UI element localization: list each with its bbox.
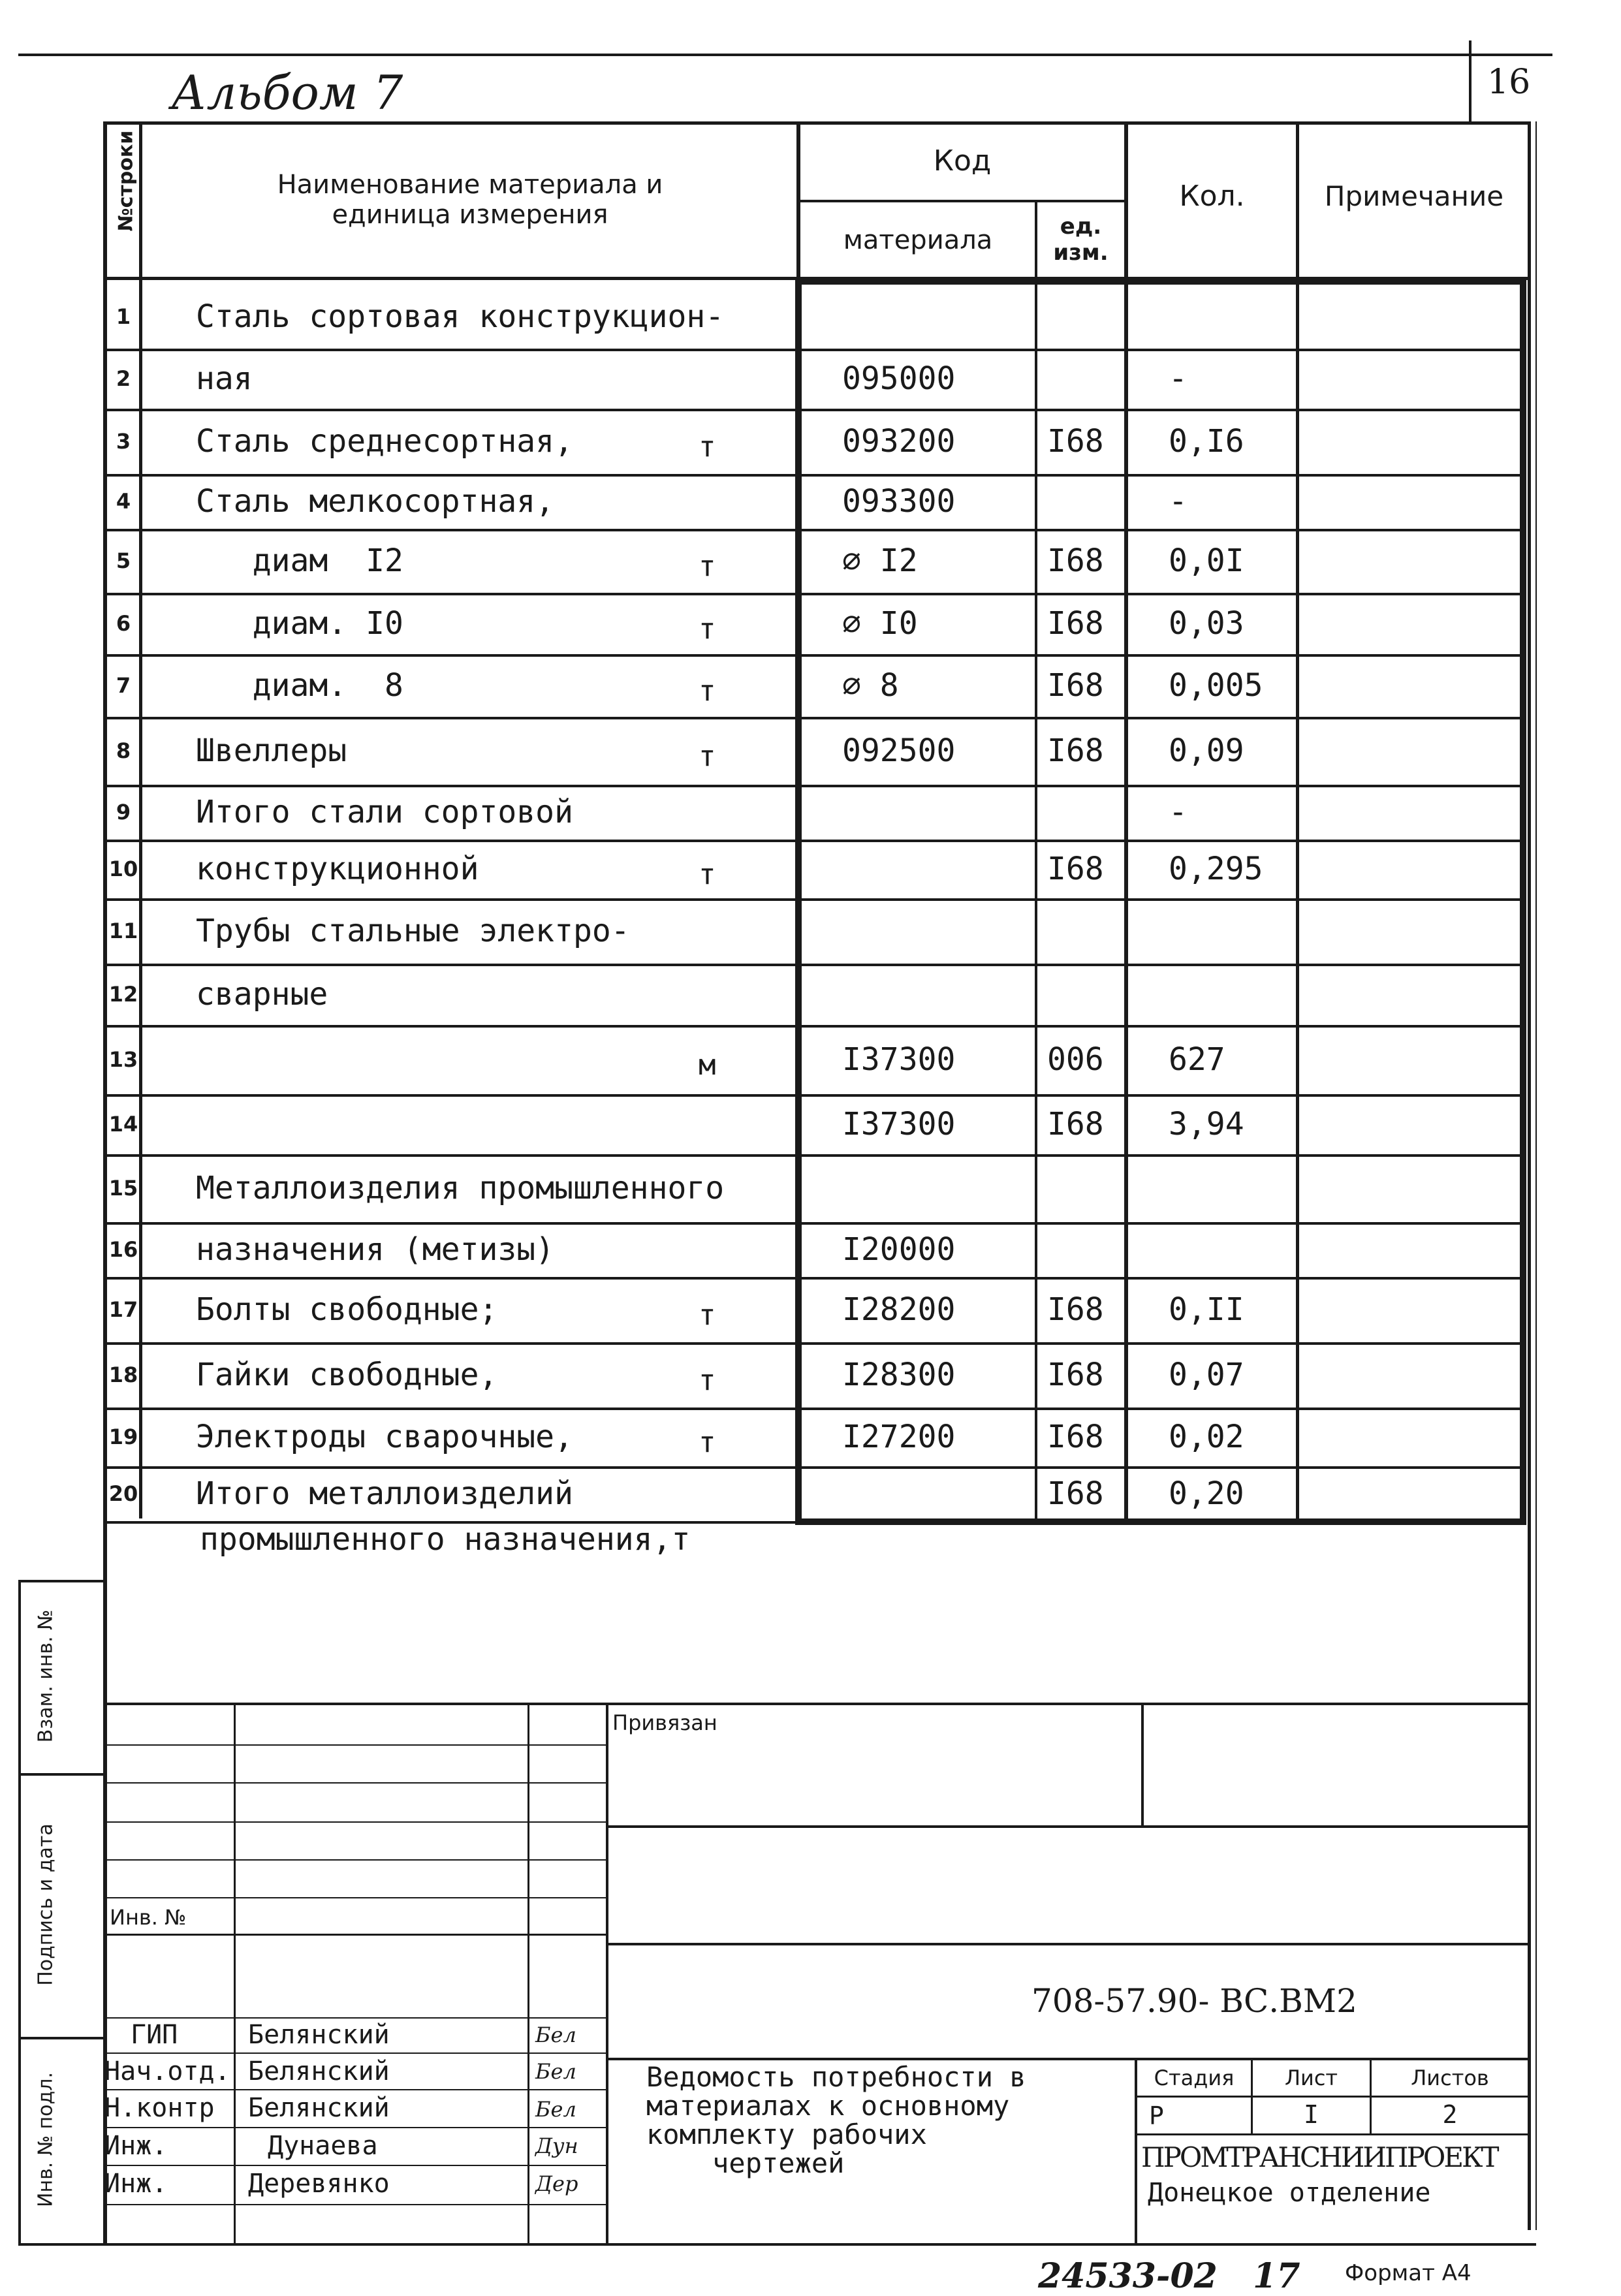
row-material-code: I37300 [842, 1041, 956, 1078]
row-material-name: сварные [196, 976, 328, 1013]
row-material-code [842, 785, 1031, 840]
row-material-name: Итого стали сортовой [196, 794, 573, 830]
row-material-name [196, 1094, 783, 1154]
staff-name-1: Белянский [248, 2020, 390, 2050]
row-unit [699, 1227, 738, 1282]
inv-no-label: Инв. № [110, 1905, 187, 1930]
row-quantity [1169, 1222, 1293, 1277]
document-title [646, 2063, 1026, 2178]
row-quantity [1169, 285, 1293, 349]
row-material-name: Электроды сварочные, [196, 1419, 573, 1455]
row-material-name: диам. I0 [196, 605, 403, 642]
side-label-inv-podl: Инв. № подл. [34, 2072, 57, 2207]
row-unit [699, 790, 738, 845]
header-name: Наименование материала и единица измерения [277, 170, 663, 230]
header-material-code: материала [843, 225, 993, 255]
row-material-code [842, 285, 1031, 349]
sheets-label: Листов [1411, 2066, 1489, 2090]
row-number: 7 [116, 673, 131, 698]
row-number: 5 [116, 548, 131, 573]
staff-role-4: Инж. [104, 2131, 168, 2161]
row-material-code: I27200 [842, 1419, 956, 1455]
row-material-name: Швеллеры [196, 732, 347, 769]
row-unit-code [1047, 964, 1125, 1025]
row-unit [699, 354, 738, 414]
row-unit: т [699, 549, 716, 583]
staff-signature-4: Дун [535, 2133, 578, 2158]
row-unit: т [699, 1363, 716, 1397]
album-label: Альбом 7 [171, 65, 403, 120]
title-line-1: Ведомость потребности в [646, 2061, 1026, 2093]
row-unit: т [699, 739, 716, 773]
staff-role-1: ГИП [131, 2020, 178, 2050]
row-number: 12 [108, 982, 138, 1007]
organization-branch: Донецкое отделение [1148, 2178, 1431, 2208]
row-number: 8 [116, 738, 131, 763]
row-number: 9 [116, 800, 131, 825]
row-unit [699, 1471, 738, 1526]
row-material-code: I28300 [842, 1357, 956, 1393]
row-unit: т [699, 674, 716, 708]
staff-signature-3: Бел [535, 2097, 576, 2122]
stage-value: Р [1149, 2101, 1164, 2130]
row-number: 18 [108, 1362, 138, 1387]
row-quantity: 0,I6 [1169, 423, 1244, 460]
row-unit-code [1047, 474, 1125, 529]
footer-number: 24533-02 17 [1038, 2256, 1300, 2296]
title-line-3: комплекту рабочих [646, 2118, 927, 2150]
row-material-name: диам. 8 [196, 667, 403, 704]
title-line-4: чертежей [646, 2147, 845, 2179]
row-material-name: назначения (метизы) [196, 1231, 555, 1268]
row-material-code: 092500 [842, 732, 956, 769]
row-number: 11 [108, 919, 138, 943]
row-material-name: Сталь мелкосортная, [196, 483, 555, 520]
row-unit-code: I68 [1047, 543, 1104, 579]
row-number: 15 [108, 1176, 138, 1201]
row-material-code: ⌀ 8 [842, 667, 899, 704]
header-code: Код [933, 144, 992, 178]
header-unit-code: ед. изм. [1053, 213, 1109, 266]
row-unit [699, 1099, 738, 1159]
row-number: 1 [116, 304, 131, 329]
row-material-code: ⌀ I2 [842, 543, 918, 579]
row-quantity: 0,005 [1169, 667, 1263, 704]
staff-signature-1: Бел [535, 2022, 576, 2047]
privyazan-label: Привязан [612, 1710, 717, 1735]
row-quantity: - [1169, 360, 1188, 397]
row-material-code [842, 1466, 1031, 1521]
row-number: 14 [108, 1112, 138, 1137]
row-unit [699, 479, 738, 534]
row-unit-code [1047, 349, 1125, 409]
row-unit-code: I68 [1047, 851, 1104, 887]
row-number: 6 [116, 611, 131, 636]
row-unit-code: I68 [1047, 605, 1104, 642]
row-quantity: - [1169, 794, 1188, 830]
title-line-2: материалах к основному [646, 2090, 1010, 2122]
row-quantity: 0,02 [1169, 1419, 1244, 1455]
row-quantity: - [1169, 483, 1188, 520]
row-material-code: I28200 [842, 1291, 956, 1328]
row-unit-code: I68 [1047, 667, 1104, 704]
header-row-no: №строки [114, 130, 138, 232]
row-material-name: Сталь сортовая конструкцион- [196, 298, 725, 335]
row-unit: т [699, 612, 716, 646]
header-qty: Кол. [1179, 179, 1245, 213]
side-label-podpis: Подпись и дата [34, 1823, 57, 1986]
staff-name-5: Деревянко [248, 2169, 390, 2199]
row-unit-code [1047, 285, 1125, 349]
row-unit [699, 1159, 738, 1227]
row-unit-code: I68 [1047, 1419, 1104, 1455]
row-material-name: Сталь среднесортная, [196, 423, 573, 460]
row-material-code: 095000 [842, 360, 956, 397]
row-material-code: 093200 [842, 423, 956, 460]
row-material-name: ная [196, 360, 253, 397]
row-number: 10 [108, 857, 138, 881]
staff-role-5: Инж. [104, 2169, 168, 2199]
staff-signature-5: Дер [535, 2171, 578, 2196]
row-material-code [842, 898, 1031, 964]
row-unit: м [699, 1048, 716, 1082]
row-material-name [196, 1025, 783, 1094]
staff-role-3: Н.контр [104, 2093, 215, 2123]
row-number: 20 [108, 1481, 138, 1506]
staff-name-4: Дунаева [268, 2131, 378, 2161]
row-unit-code [1047, 785, 1125, 840]
row-unit-code: I68 [1047, 1475, 1104, 1512]
row-unit-code: I68 [1047, 1106, 1104, 1142]
document-code: 708-57.90- ВС.ВМ2 [1031, 1982, 1357, 2020]
page-number: 16 [1487, 63, 1531, 102]
row-quantity: 0,0I [1169, 543, 1244, 579]
side-label-vzam: Взам. инв. № [34, 1609, 57, 1743]
row-unit-code [1047, 898, 1125, 964]
row-number: 17 [108, 1297, 138, 1322]
row-quantity: 0,II [1169, 1291, 1244, 1328]
row-unit: т [699, 1425, 716, 1459]
row-unit: т [699, 1298, 716, 1332]
row-material-code: 093300 [842, 483, 956, 520]
row-unit [699, 290, 738, 354]
header-note: Примечание [1324, 180, 1504, 212]
staff-name-2: Белянский [248, 2056, 390, 2086]
row-number: 2 [116, 366, 131, 391]
row-number: 13 [108, 1047, 138, 1072]
row-unit: т [699, 430, 716, 464]
row-unit: т [699, 857, 716, 891]
organization-name: ПРОМТРАНСНИИПРОЕКТ [1141, 2141, 1498, 2173]
row-unit-code [1047, 1154, 1125, 1222]
row-quantity: 3,94 [1169, 1106, 1244, 1142]
row-unit-code: 006 [1047, 1041, 1104, 1078]
row-material-code: I20000 [842, 1231, 956, 1268]
sheets-value: 2 [1442, 2100, 1458, 2129]
row-quantity: 0,07 [1169, 1357, 1244, 1393]
row-material-name: Итого металлоизделий [196, 1475, 573, 1512]
row-unit-code [1047, 1222, 1125, 1277]
row-material-name: диам I2 [196, 543, 403, 579]
stage-label: Стадия [1154, 2066, 1235, 2090]
row-quantity: 0,295 [1169, 851, 1263, 887]
row-quantity: 0,20 [1169, 1475, 1244, 1512]
sheet-label: Лист [1284, 2066, 1338, 2090]
row-material-name: Трубы стальные электро- [196, 913, 630, 949]
row-material-code [842, 1154, 1031, 1222]
row-number: 16 [108, 1237, 138, 1262]
sheet-value: I [1304, 2100, 1319, 2129]
staff-name-3: Белянский [248, 2093, 390, 2123]
row-quantity [1169, 898, 1293, 964]
row-material-code [842, 964, 1031, 1025]
row-material-code [842, 840, 1031, 898]
row-material-name: Болты свободные; [196, 1291, 498, 1328]
row-number: 19 [108, 1424, 138, 1449]
row-material-code: ⌀ I0 [842, 605, 918, 642]
row-unit [699, 969, 738, 1030]
row-unit [699, 904, 738, 969]
continuation-text: промышленного назначения,т [200, 1521, 691, 1558]
row-quantity [1169, 1154, 1293, 1222]
row-material-code: I37300 [842, 1106, 956, 1142]
row-quantity [1169, 964, 1293, 1025]
row-material-name: Металлоизделия промышленного [196, 1170, 725, 1206]
row-unit-code: I68 [1047, 732, 1104, 769]
row-quantity: 0,03 [1169, 605, 1244, 642]
staff-signature-2: Бел [535, 2059, 576, 2084]
staff-role-2: Нач.отд. [104, 2056, 230, 2086]
row-unit-code: I68 [1047, 1291, 1104, 1328]
row-material-name: конструкционной [196, 851, 479, 887]
row-number: 4 [116, 489, 131, 514]
row-unit-code: I68 [1047, 423, 1104, 460]
row-quantity: 627 [1169, 1041, 1225, 1078]
format-label: Формат А4 [1345, 2260, 1471, 2286]
row-material-name: Гайки свободные, [196, 1357, 498, 1393]
row-unit-code: I68 [1047, 1357, 1104, 1393]
row-quantity: 0,09 [1169, 732, 1244, 769]
row-number: 3 [116, 429, 131, 454]
